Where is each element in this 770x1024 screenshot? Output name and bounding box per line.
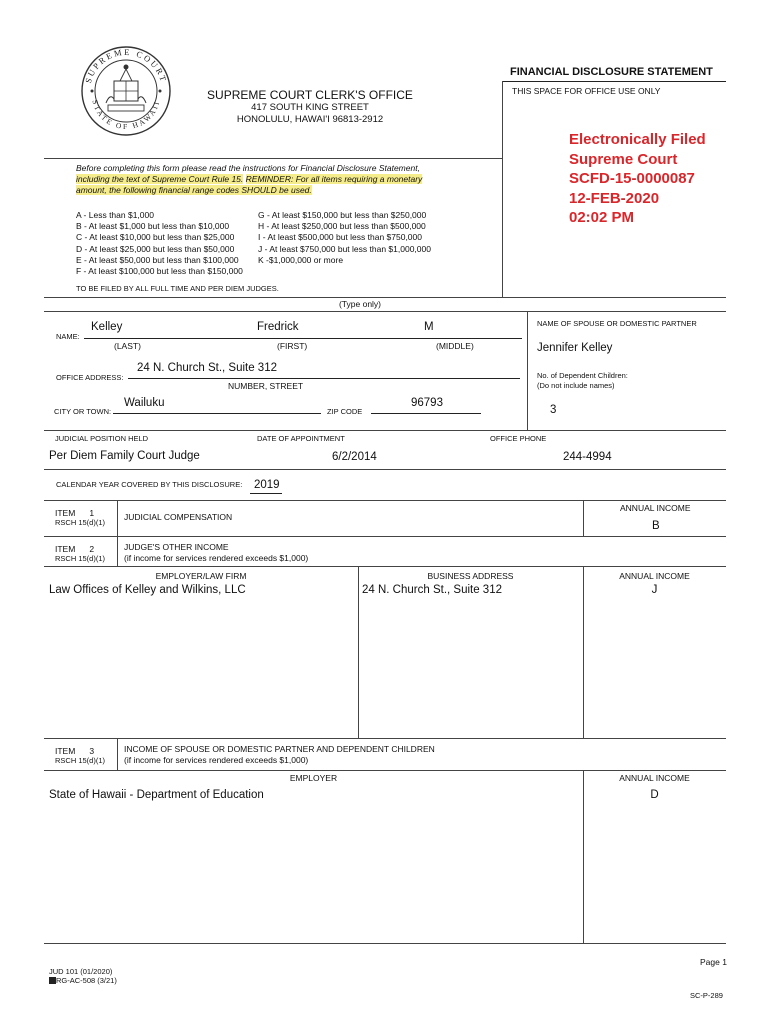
item3-employer-label: EMPLOYER [289,773,338,783]
city-label: CITY OR TOWN: [54,407,112,416]
clerk-office: SUPREME COURT CLERK'S OFFICE [207,88,413,102]
item3-label [55,746,94,756]
item1-income-field[interactable]: B [652,520,660,532]
number-street-label: NUMBER, STREET [228,381,304,391]
item1-item-word: ITEM [55,508,76,518]
item2-desc: JUDGE'S OTHER INCOME [124,542,229,552]
item3-item-word: ITEM [55,746,76,756]
dependents-label-2: (Do not include names) [537,381,615,390]
filed-by-note: TO BE FILED BY ALL FULL TIME AND PER DIEM JUDGES. [76,284,279,293]
appointment-field[interactable]: 6/2/2014 [332,451,377,463]
efiling-time: 02:02 PM [569,209,635,226]
efiling-case-number: SCFD-15-0000087 [569,170,695,187]
middle-name-field[interactable]: M [424,321,434,333]
first-label: (FIRST) [277,341,308,351]
item2-desc-note: (if income for services rendered exceeds $1,000) [124,553,309,563]
item2-income-field[interactable]: J [651,584,658,596]
form-revision-text: RG-AC-508 (3/21) [56,976,117,985]
spouse-label: NAME OF SPOUSE OR DOMESTIC PARTNER [537,319,697,328]
item2-employer-field[interactable]: Law Offices of Kelley and Wilkins, LLC [49,584,246,596]
range-code-d: D - At least $25,000 but less than $50,000 [76,243,235,254]
range-code-f: F - At least $100,000 but less than $150,000 [76,266,243,277]
range-codes-left [76,210,243,277]
seal-top-text: SUPREME COURT [82,46,170,85]
dependents-field[interactable]: 3 [550,404,557,416]
form-mark-icon [49,977,56,984]
supreme-court-seal [80,45,172,137]
efiling-line1: Electronically Filed [569,131,706,148]
item3-income-label: ANNUAL INCOME [619,773,690,783]
instructions-line1: Before completing this form please read the instructions for Financial Disclosure Statement, [76,163,420,173]
form-code: SC-P-289 [690,991,723,1000]
item2-address-field[interactable]: 24 N. Church St., Suite 312 [362,584,502,596]
dependents-label-1: No. of Dependent Children: [537,371,628,380]
position-field[interactable]: Per Diem Family Court Judge [49,450,200,462]
year-label: CALENDAR YEAR COVERED BY THIS DISCLOSURE: [56,480,243,489]
middle-label: (MIDDLE) [436,341,474,351]
office-address-field[interactable]: 24 N. Church St., Suite 312 [137,362,277,374]
form-title: FINANCIAL DISCLOSURE STATEMENT [510,66,713,78]
instructions-line2a: including the text of Supreme Court Rule 15. [76,174,244,184]
item2-rule: RSCH 15(d)(1) [55,554,106,563]
item2-income-label: ANNUAL INCOME [619,571,690,581]
form-number: JUD 101 (01/2020) [49,967,113,976]
clerk-street: 417 SOUTH KING STREET [251,102,369,113]
phone-label: OFFICE PHONE [490,434,547,443]
efiling-date: 12-FEB-2020 [569,189,660,207]
phone-field[interactable]: 244-4994 [563,451,612,463]
svg-text:STATE OF HAWAII [90,99,161,131]
instructions [76,163,496,196]
range-code-c: C - At least $10,000 but less than $25,000 [76,232,235,243]
form-revision [49,976,117,985]
range-code-a: A - Less than $1,000 [76,210,154,220]
type-only-label: (Type only) [338,299,382,309]
efiling-line2: Supreme Court [569,150,678,168]
range-code-h: H - At least $250,000 but less than $500,000 [258,221,426,232]
spouse-name-field[interactable]: Jennifer Kelley [537,342,613,354]
item2-number: 2 [89,544,95,554]
range-code-g: G - At least $150,000 but less than $250,000 [258,210,427,220]
range-code-k: K -$1,000,000 or more [258,254,344,265]
item3-desc: INCOME OF SPOUSE OR DOMESTIC PARTNER AND DEPENDENT CHILDREN [124,744,435,754]
item1-number: 1 [89,508,95,518]
item2-address-label: BUSINESS ADDRESS [427,571,514,581]
item2-item-word: ITEM [55,544,76,554]
instructions-line3: amount, the following financial range codes SHOULD be used. [76,185,312,195]
zip-label: ZIP CODE [327,407,363,416]
efiling-stamp [569,130,706,228]
item3-rule: RSCH 15(d)(1) [55,756,106,765]
range-code-i: I - At least $500,000 but less than $750,000 [258,232,422,243]
zip-field[interactable]: 96793 [411,397,443,409]
appointment-label: DATE OF APPOINTMENT [257,434,345,443]
seal-bottom-text: STATE OF HAWAII [90,98,162,132]
office-address-label: OFFICE ADDRESS: [56,373,124,382]
item3-employer-field[interactable]: State of Hawaii - Department of Education [49,789,264,801]
page-number: Page 1 [700,957,727,967]
item1-rule: RSCH 15(d)(1) [55,518,106,527]
office-use-label: THIS SPACE FOR OFFICE USE ONLY [512,86,661,96]
first-name-field[interactable]: Fredrick [257,321,299,333]
item1-label [55,508,94,518]
item2-label [55,544,94,554]
item3-income-field[interactable]: D [650,789,659,801]
last-name-field[interactable]: Kelley [91,321,123,333]
city-field[interactable]: Wailuku [124,397,165,409]
item1-desc: JUDICIAL COMPENSATION [124,512,233,522]
item3-desc-note: (if income for services rendered exceeds $1,000) [124,755,309,765]
instructions-reminder: REMINDER: For all items requiring a monetary [245,174,423,184]
range-code-b: B - At least $1,000 but less than $10,000 [76,221,230,232]
last-label: (LAST) [114,341,141,351]
year-field[interactable]: 2019 [254,479,280,491]
item3-number: 3 [89,746,95,756]
range-code-e: E - At least $50,000 but less than $100,000 [76,254,239,265]
position-label: JUDICIAL POSITION HELD [55,434,149,443]
clerk-city: HONOLULU, HAWAI'I 96813-2912 [236,114,384,125]
item2-employer-label: EMPLOYER/LAW FIRM [155,571,247,581]
name-label: NAME: [56,332,80,341]
range-code-j: J - At least $750,000 but less than $1,000,000 [258,243,431,254]
item1-income-label: ANNUAL INCOME [620,503,691,513]
range-codes-right [258,210,431,266]
